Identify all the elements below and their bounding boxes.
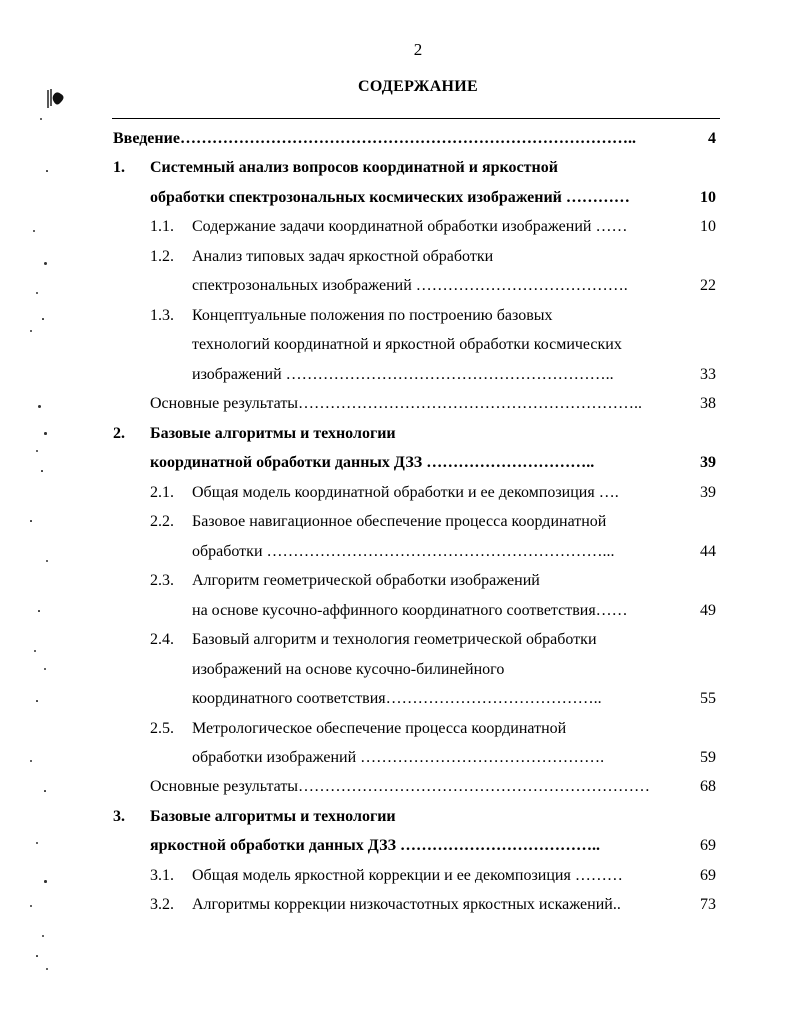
toc-page-number: 68 (700, 778, 716, 795)
scan-speck (36, 292, 38, 294)
scan-speck (44, 668, 46, 670)
scan-speck (30, 520, 32, 522)
toc-section-number: 1.1. (150, 218, 174, 235)
page-title: СОДЕРЖАНИЕ (357, 78, 479, 95)
toc-section-title: Концептуальные положения по построению базовых (192, 307, 553, 324)
toc-page-number: 10 (700, 189, 716, 206)
toc-section-number: 2.3. (150, 572, 174, 589)
toc-row-introduction: Введение………………………………………………………………………….. (113, 130, 636, 147)
toc-section-title: на основе кусочно-аффинного координатного соответствия…… (192, 602, 628, 619)
page-number: 2 (413, 40, 423, 59)
scan-speck (42, 318, 44, 320)
toc-chapter-title: Системный анализ вопросов координатной и яркостной (150, 159, 558, 176)
scan-speck (34, 650, 36, 652)
toc-page-number: 73 (700, 896, 716, 913)
toc-page-number: 4 (708, 130, 716, 147)
toc-section-title: Содержание задачи координатной обработки изображений …… (192, 218, 628, 235)
toc-chapter-number: 2. (113, 425, 125, 442)
toc-section-title: Анализ типовых задач яркостной обработки (192, 248, 494, 265)
toc-page-number: 38 (700, 395, 716, 412)
toc-section-number: 2.1. (150, 484, 174, 501)
toc-chapter-number: 1. (113, 159, 125, 176)
toc-page-number: 69 (700, 837, 716, 854)
scan-speck (40, 118, 42, 120)
scan-speck (36, 700, 38, 702)
toc-section-number: 3.2. (150, 896, 174, 913)
toc-page-number: 49 (700, 602, 716, 619)
toc-section-title: Алгоритмы коррекции низкочастотных яркостных искажений.. (192, 896, 621, 913)
toc-chapter-title: Базовые алгоритмы и технологии (150, 808, 396, 825)
toc-chapter-title: яркостной обработки данных ДЗЗ ……………………………….. (150, 837, 601, 854)
toc-section-title: изображений …………………………………………………….. (192, 366, 614, 383)
toc-section-number: 3.1. (150, 867, 174, 884)
scan-speck (44, 790, 46, 792)
toc-section-number: 2.2. (150, 513, 174, 530)
toc-section-title: Метрологическое обеспечение процесса координатной (192, 720, 567, 737)
toc-section-title: Базовый алгоритм и технология геометрической обработки (192, 631, 597, 648)
toc-chapter-title: обработки спектрозональных космических изображений ………… (150, 189, 630, 206)
scan-speck (41, 470, 43, 472)
scan-speck (46, 560, 48, 562)
toc-page-number: 10 (700, 218, 716, 235)
toc-section-title: обработки изображений ………………………………………. (192, 749, 605, 766)
toc-chapter-title: Базовые алгоритмы и технологии (150, 425, 396, 442)
toc-section-number: 2.5. (150, 720, 174, 737)
toc-page-number: 59 (700, 749, 716, 766)
toc-page-number: 39 (700, 484, 716, 501)
scan-speck (30, 905, 32, 907)
scan-speck (46, 968, 48, 970)
scan-speck (30, 760, 32, 762)
toc-section-number: 2.4. (150, 631, 174, 648)
title-divider (112, 118, 720, 119)
toc-section-title: технологий координатной и яркостной обработки космических (192, 336, 622, 353)
toc-section-number: 1.3. (150, 307, 174, 324)
scan-speck (44, 432, 47, 435)
scan-speck (46, 170, 48, 172)
toc-summary-title: Основные результаты………………………………………………………… (150, 778, 651, 795)
toc-section-number: 1.2. (150, 248, 174, 265)
toc-chapter-number: 3. (113, 808, 125, 825)
scan-speck (38, 405, 41, 408)
toc-page-number: 55 (700, 690, 716, 707)
toc-section-title: Алгоритм геометрической обработки изображений (192, 572, 540, 589)
toc-section-title: Общая модель яркостной коррекции и ее декомпозиция ……… (192, 867, 623, 884)
scan-speck (36, 955, 38, 957)
toc-section-title: Базовое навигационное обеспечение процесса координатной (192, 513, 607, 530)
scan-speck (36, 842, 38, 844)
scan-speck (38, 610, 40, 612)
toc-section-title: координатного соответствия………………………………….. (192, 690, 602, 707)
toc-page-number: 39 (700, 454, 716, 471)
toc-page-number: 33 (700, 366, 716, 383)
scan-speck (30, 330, 32, 332)
toc-section-title: изображений на основе кусочно-билинейного (192, 661, 505, 678)
toc-page-number: 44 (700, 543, 716, 560)
scan-speck (36, 450, 38, 452)
toc-chapter-title: координатной обработки данных ДЗЗ ………………………….. (150, 454, 595, 471)
toc-section-title: обработки ………………………………………………………... (192, 543, 615, 560)
toc-section-title: спектрозональных изображений …………………………………. (192, 277, 628, 294)
scan-speck (33, 230, 35, 232)
scan-speck (44, 880, 47, 883)
toc-summary-title: Основные результаты……………………………………………………….. (150, 395, 643, 412)
toc-page-number: 69 (700, 867, 716, 884)
toc-page-number: 22 (700, 277, 716, 294)
scan-speck (44, 262, 47, 265)
toc-section-title: Общая модель координатной обработки и ее декомпозиция …. (192, 484, 619, 501)
scan-speck (42, 935, 44, 937)
ink-blot (44, 88, 68, 110)
